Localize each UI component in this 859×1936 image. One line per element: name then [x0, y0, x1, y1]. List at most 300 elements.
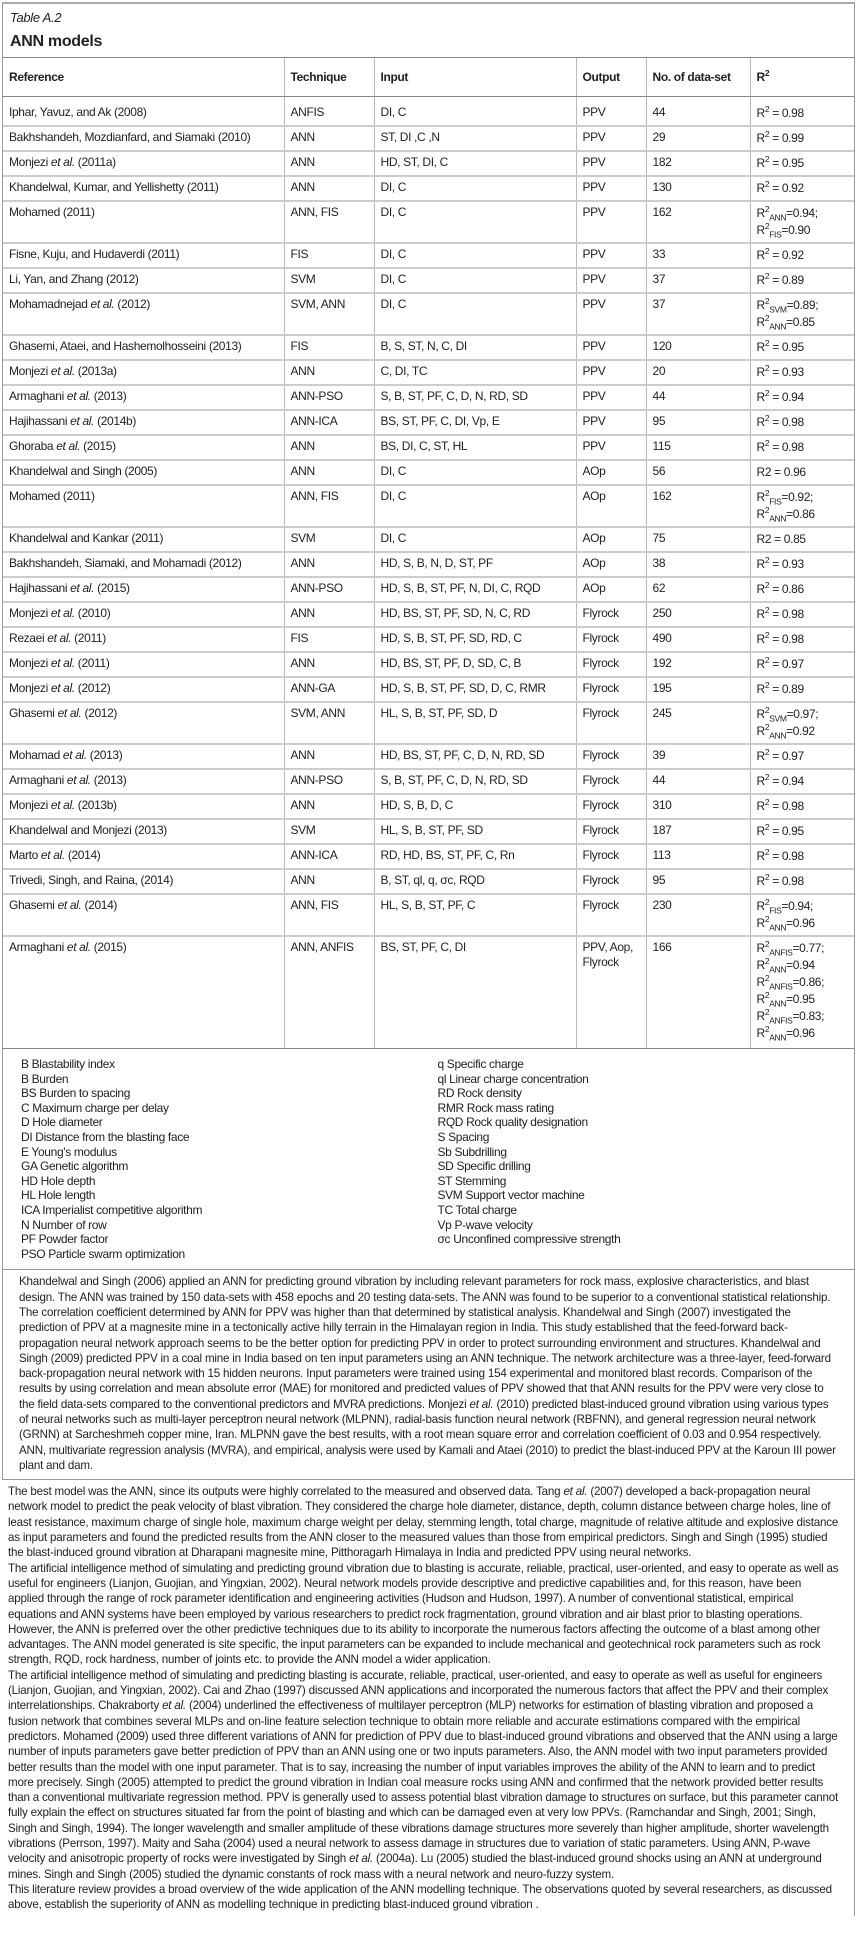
table-row	[3, 677, 854, 702]
r2-number: =0.94	[786, 958, 815, 972]
header-input: Input	[374, 58, 576, 97]
r2-superscript: 2	[764, 872, 770, 882]
r2-number: = 0.97	[769, 657, 804, 671]
reference-text: Hajihassani	[9, 581, 71, 595]
r2-value	[757, 915, 849, 932]
r2-cell	[750, 894, 854, 936]
r2-value	[757, 873, 849, 890]
r2-cell	[750, 176, 854, 201]
input-cell: C, DI, TC	[374, 360, 576, 385]
datasets-cell: 120	[646, 335, 750, 360]
r2-cell	[750, 385, 854, 410]
output-cell: PPV	[576, 176, 646, 201]
output-cell: PPV	[576, 385, 646, 410]
r2-model-subscript: FIS	[769, 905, 782, 916]
r2-value	[757, 489, 849, 506]
reference-text: Mohamed (2011)	[9, 489, 95, 503]
output-cell: PPV	[576, 410, 646, 435]
reference-text: (2013b)	[74, 798, 117, 812]
header-datasets: No. of data-set	[646, 58, 750, 97]
r2-number: = 0.99	[769, 131, 804, 145]
input-cell: HD, S, B, ST, PF, N, DI, C, RQD	[374, 577, 576, 602]
table-row	[3, 151, 854, 176]
datasets-cell: 39	[646, 744, 750, 769]
output-cell: AOp	[576, 527, 646, 552]
r2-cell	[750, 702, 854, 744]
legend-item: ICA Imperialist competitive algorithm	[21, 1202, 203, 1217]
reference-text: Rezaei	[9, 631, 48, 645]
legend-item: q Specific charge	[437, 1057, 524, 1071]
technique-cell: ANN	[284, 744, 374, 769]
r2-symbol: R	[756, 248, 765, 262]
technique-cell: ANN	[284, 435, 374, 460]
paragraph-text: (2007) developed a back-propagation neural network model to predict the peak velocity of blast vibration. They considered the charge hole diameter, distance, depth, column distance between charge holes, line of least resistance, maximum charge of single hole, maximum charge weight per delay, stemming length, total charge, magnitude of relative altitude and explosive distance as input parameters and found the predicted results from the ANN closer to the measured values than those from empirical predictors. Singh and Singh (1995) studied the blast-induced ground vibration at Dharapani magnesite mine, Pitthoragarh Himalaya in India and predicted PPV using neural networks.	[8, 1485, 839, 1560]
r2-value	[757, 180, 849, 197]
r2-value	[757, 297, 849, 314]
reference-text: (2012)	[114, 297, 151, 311]
reference-text: (2014b)	[94, 414, 136, 428]
input-cell: HD, S, B, D, C	[374, 794, 576, 819]
r2-symbol: R	[756, 899, 765, 913]
table-row	[3, 527, 854, 552]
reference-cell	[3, 268, 284, 293]
technique-cell: ANN	[284, 602, 374, 627]
reference-text: Mohamadnejad	[9, 297, 91, 311]
r2-value	[757, 706, 849, 723]
input-cell: S, B, ST, PF, C, D, N, RD, SD	[374, 769, 576, 794]
reference-text: (2015)	[80, 439, 116, 453]
r2-model-subscript: ANN	[769, 321, 787, 332]
datasets-cell: 62	[646, 577, 750, 602]
paragraph-text: (2004a). Lu (2005) studied the blast-induced ground shocks using an ANN at underground mines. Singh and Singh (2005) studied the dynamic constants of rock mass with a neural network and neuro-fuzzy system.	[8, 1852, 822, 1881]
header-r2	[750, 58, 854, 97]
legend-item: GA Genetic algorithm	[21, 1159, 129, 1174]
r2-symbol: R	[756, 1009, 765, 1023]
reference-cell	[3, 360, 284, 385]
et-al-text: et al.	[50, 364, 75, 378]
r2-number: = 0.93	[769, 365, 804, 379]
input-cell: DI, C	[374, 485, 576, 527]
table-body	[3, 97, 854, 1049]
reference-cell	[3, 151, 284, 176]
legend-item: σc Unconfined compressive strength	[437, 1232, 621, 1247]
reference-text: Armaghani	[9, 773, 67, 787]
r2-cell	[750, 527, 854, 552]
r2-superscript: 2	[764, 488, 770, 498]
legend-item: RQD Rock quality designation	[437, 1115, 588, 1130]
header-reference: Reference	[3, 58, 284, 97]
table-row	[3, 335, 854, 360]
r2-number: = 0.98	[769, 607, 804, 621]
abbreviation-legend	[3, 1049, 854, 1261]
legend-item: S Spacing	[437, 1129, 490, 1144]
et-al-text: et al.	[70, 414, 95, 428]
reference-cell	[3, 936, 284, 1049]
r2-number: = 0.86	[769, 582, 804, 596]
legend-left-column	[21, 1057, 438, 1261]
reference-cell	[3, 844, 284, 869]
output-cell: PPV	[576, 435, 646, 460]
paragraph-text: The artificial intelligence method of simulating and predicting blasting is accurate, reliable, practical, user-oriented, and easy to operate as well as useful for engineers (Lianjon, Guojian, and Yingxian, 2002). Cai and Zhao (1997) discussed ANN applications and incorporated the numerous factors that affect the PPV and their complex interrelationships. Chakraborty	[8, 1668, 829, 1713]
reference-cell	[3, 769, 284, 794]
r2-superscript: 2	[764, 990, 770, 1000]
r2-cell	[750, 869, 854, 894]
r2-symbol: R	[756, 365, 765, 379]
r2-value	[757, 531, 849, 548]
r2-number: =0.97;	[786, 707, 819, 721]
r2-cell	[750, 602, 854, 627]
technique-cell: ANN	[284, 460, 374, 485]
technique-cell: ANFIS	[284, 97, 374, 127]
input-cell: HD, BS, ST, PF, C, D, N, RD, SD	[374, 744, 576, 769]
r2-value	[757, 205, 849, 222]
r2-cell	[750, 744, 854, 769]
datasets-cell: 245	[646, 702, 750, 744]
technique-cell: SVM	[284, 268, 374, 293]
table-row	[3, 794, 854, 819]
r2-cell	[750, 460, 854, 485]
r2-number: =0.92;	[781, 490, 814, 504]
r2-symbol: R	[756, 975, 765, 989]
datasets-cell: 37	[646, 293, 750, 335]
input-cell: DI, C	[374, 97, 576, 127]
reference-text: Bakhshandeh, Mozdianfard, and Siamaki (2010)	[9, 130, 251, 144]
table-row	[3, 652, 854, 677]
datasets-cell: 113	[646, 844, 750, 869]
et-al-text: et al.	[70, 581, 95, 595]
legend-item: B Burden	[21, 1071, 69, 1086]
input-cell: DI, C	[374, 201, 576, 243]
datasets-cell: 162	[646, 201, 750, 243]
paragraph-3	[8, 1561, 840, 1668]
et-al-text: et al.	[40, 848, 65, 862]
r2-number: =0.92	[786, 724, 815, 738]
reference-text: (2011)	[71, 631, 106, 645]
r2-symbol: R	[756, 390, 765, 404]
reference-text: Mohamad	[9, 748, 63, 762]
datasets-cell: 44	[646, 769, 750, 794]
r2-superscript: 2	[764, 388, 770, 398]
reference-text: Ghasemi	[9, 898, 58, 912]
datasets-cell: 230	[646, 894, 750, 936]
r2-symbol: R	[756, 557, 765, 571]
technique-cell: ANN-PSO	[284, 385, 374, 410]
r2-cell	[750, 243, 854, 268]
output-cell: Flyrock	[576, 627, 646, 652]
table-row	[3, 577, 854, 602]
legend-item: Sb Subdrilling	[437, 1144, 507, 1159]
r2-symbol: R	[756, 682, 765, 696]
r2-symbol: R	[756, 223, 765, 237]
paragraph-text: (2010) predicted blast-induced ground vibration using various types of neural networks such as multi-layer perceptron neural network (MLPNN), radial-basis function neural network (RBFNN), and general regression neural network (GRNN) at Sarcheshmeh copper mine, Iran. MLPNN gave the best results, with a root mean square error and correlation coefficient of 0.03 and 0.954 respectively. ANN, multivariate regression analysis (MVRA), and empirical, analysis were used by Kamali and Ataei (2010) to predict the blast-induced PPV at the Karoun III power plant and dam.	[19, 1397, 836, 1472]
datasets-cell: 95	[646, 410, 750, 435]
r2-superscript: 2	[764, 313, 770, 323]
legend-item: RMR Rock mass rating	[437, 1100, 554, 1115]
r2-value	[757, 723, 849, 740]
reference-cell	[3, 435, 284, 460]
r2-model-subscript: SVM	[769, 304, 787, 315]
reference-text: Khandelwal, Kumar, and Yellishetty (2011)	[9, 180, 219, 194]
r2-model-subscript: ANN	[769, 1032, 787, 1043]
r2-value	[757, 848, 849, 865]
r2-cell	[750, 97, 854, 127]
legend-item: E Young's modulus	[21, 1144, 117, 1159]
table-header-row	[3, 58, 854, 97]
r2-number: = 0.95	[769, 824, 804, 838]
input-cell: HL, S, B, ST, PF, C	[374, 894, 576, 936]
r2-symbol: R	[756, 824, 765, 838]
header-technique: Technique	[284, 58, 374, 97]
r2-symbol: R	[756, 507, 765, 521]
et-al-text: et al.	[162, 1699, 186, 1713]
r2-superscript: 2	[764, 914, 770, 924]
r2-value	[757, 940, 849, 957]
r2-number: = 0.92	[769, 181, 804, 195]
reference-cell	[3, 652, 284, 677]
output-cell: PPV	[576, 97, 646, 127]
r2-superscript: 2	[764, 822, 770, 832]
r2-superscript: 2	[764, 897, 770, 907]
output-cell: Flyrock	[576, 844, 646, 869]
technique-cell: SVM	[284, 527, 374, 552]
et-al-text: et al.	[47, 631, 72, 645]
r2-value	[757, 105, 849, 122]
table-row	[3, 744, 854, 769]
output-cell: Flyrock	[576, 744, 646, 769]
reference-cell	[3, 176, 284, 201]
datasets-cell: 95	[646, 869, 750, 894]
legend-item: HL Hole length	[21, 1188, 96, 1203]
table-row	[3, 176, 854, 201]
r2-number: =0.86	[786, 507, 815, 521]
r2-value	[757, 155, 849, 172]
reference-cell	[3, 577, 284, 602]
r2-symbol: R2	[756, 465, 772, 479]
legend-item: ql Linear charge concentration	[437, 1071, 589, 1086]
r2-number: =0.83;	[792, 1009, 825, 1023]
output-cell: PPV	[576, 360, 646, 385]
output-cell: Flyrock	[576, 769, 646, 794]
reference-text: (2013)	[90, 389, 127, 403]
output-cell: Flyrock	[576, 894, 646, 936]
r2-number: = 0.97	[769, 749, 804, 763]
r2-superscript: 2	[764, 154, 770, 164]
r2-number: = 0.98	[769, 415, 804, 429]
r2-cell	[750, 268, 854, 293]
et-al-text: et al.	[469, 1397, 494, 1411]
r2-symbol: R2	[756, 532, 772, 546]
datasets-cell: 44	[646, 385, 750, 410]
legend-item: ST Stemming	[437, 1173, 507, 1188]
table-row	[3, 360, 854, 385]
output-cell: AOp	[576, 460, 646, 485]
et-al-text: et al.	[57, 898, 82, 912]
r2-value	[757, 439, 849, 456]
r2-value	[757, 748, 849, 765]
r2-superscript: 2	[764, 1024, 770, 1034]
output-cell: Flyrock	[576, 652, 646, 677]
r2-symbol: R	[756, 749, 765, 763]
technique-cell: FIS	[284, 243, 374, 268]
output-cell: Flyrock	[576, 819, 646, 844]
r2-number: =0.95	[786, 992, 815, 1006]
r2-superscript: 2	[764, 129, 770, 139]
r2-model-subscript: ANN	[769, 964, 787, 975]
r2-superscript: 2	[764, 505, 770, 515]
reference-text: Monjezi	[9, 681, 51, 695]
reference-text: Armaghani	[9, 940, 67, 954]
r2-value	[757, 631, 849, 648]
input-cell: B, ST, ql, q, σc, RQD	[374, 869, 576, 894]
legend-item: SD Specific drilling	[437, 1159, 531, 1174]
r2-cell	[750, 794, 854, 819]
r2-symbol: R	[756, 724, 765, 738]
r2-symbol: R	[756, 582, 765, 596]
r2-number: = 0.92	[769, 248, 804, 262]
datasets-cell: 44	[646, 97, 750, 127]
r2-model-subscript: FIS	[769, 496, 782, 507]
paragraph-text: The artificial intelligence method of simulating and predicting ground vibration due to blasting is accurate, reliable, practical, user-oriented, and easy to operate as well as useful for engineers (Lianjon, Guojian, and Yingxian, 2002). Neural network models provide descriptive and predictive capabilities and, for this reason, have been applied through the range of rock parameter identification and engineering activities (Hudson and Hudson, 1997). A number of conventional statistical, empirical equations and ANN systems have been employed by various researchers to predict rock fragmentation, ground vibration and air blast prior to blasting operations. However, the ANN is preferred over the other predictive techniques due to its ability to incorporate the numerous factors affecting the outcome of a blast among other advantages. The ANN model generated is site specific, the input parameters can be expanded to include mechanical and geotechnical rock parameters such as rock strength, RQD, rock hardness, number of joints etc. to provide the ANN model a wider application.	[8, 1561, 839, 1667]
r2-cell	[750, 577, 854, 602]
r2-value	[757, 606, 849, 623]
r2-value	[757, 681, 849, 698]
r2-number: =0.86;	[792, 975, 825, 989]
r2-model-subscript: SVM	[769, 713, 787, 724]
et-al-text: et al.	[56, 439, 81, 453]
et-al-text: et al.	[50, 681, 75, 695]
r2-value	[757, 823, 849, 840]
r2-number: = 0.85	[771, 532, 806, 546]
reference-text: (2014)	[64, 848, 101, 862]
r2-value	[757, 272, 849, 289]
et-al-text: et al.	[66, 773, 91, 787]
r2-number: = 0.98	[769, 799, 804, 813]
datasets-cell: 115	[646, 435, 750, 460]
r2-symbol: R	[756, 156, 765, 170]
r2-number: =0.96	[786, 1026, 815, 1040]
legend-item: TC Total charge	[437, 1202, 517, 1217]
r2-symbol: R	[756, 181, 765, 195]
datasets-cell: 29	[646, 126, 750, 151]
reference-text: (2013a)	[74, 364, 117, 378]
r2-value	[757, 556, 849, 573]
r2-model-subscript: ANN	[769, 922, 787, 933]
table-row	[3, 243, 854, 268]
r2-cell	[750, 627, 854, 652]
r2-number: = 0.95	[769, 340, 804, 354]
input-cell: DI, C	[374, 243, 576, 268]
r2-superscript: 2	[764, 797, 770, 807]
reference-text: Marto	[9, 848, 41, 862]
r2-superscript: 2	[764, 221, 770, 231]
r2-superscript: 2	[764, 680, 770, 690]
table-row	[3, 385, 854, 410]
r2-number: = 0.94	[769, 390, 804, 404]
table-row	[3, 869, 854, 894]
output-cell: PPV, Aop, Flyrock	[576, 936, 646, 1049]
reference-text: (2014)	[81, 898, 118, 912]
r2-superscript: 2	[764, 772, 770, 782]
r2-cell	[750, 126, 854, 151]
technique-cell: ANN-ICA	[284, 844, 374, 869]
reference-text: (2010)	[74, 606, 111, 620]
r2-superscript: 2	[764, 939, 770, 949]
reference-text: (2012)	[81, 706, 118, 720]
input-cell: RD, HD, BS, ST, PF, C, Rn	[374, 844, 576, 869]
r2-number: = 0.96	[771, 465, 806, 479]
technique-cell: ANN-PSO	[284, 769, 374, 794]
r2-cell	[750, 552, 854, 577]
input-cell: DI, C	[374, 268, 576, 293]
input-cell: DI, C	[374, 293, 576, 335]
r2-cell	[750, 819, 854, 844]
technique-cell: ANN	[284, 176, 374, 201]
r2-symbol: R	[756, 490, 765, 504]
reference-text: (2013)	[86, 748, 123, 762]
input-cell: HD, S, B, ST, PF, SD, D, C, RMR	[374, 677, 576, 702]
et-al-text: et al.	[50, 798, 75, 812]
ann-models-table	[3, 58, 854, 1049]
reference-text: Bakhshandeh, Siamaki, and Mohamadi (2012)	[9, 556, 242, 570]
output-cell: Flyrock	[576, 677, 646, 702]
r2-symbol: R	[756, 415, 765, 429]
datasets-cell: 162	[646, 485, 750, 527]
et-al-text: et al.	[563, 1485, 588, 1499]
technique-cell: SVM, ANN	[284, 293, 374, 335]
reference-text: Monjezi	[9, 656, 51, 670]
legend-item: D Hole diameter	[21, 1115, 103, 1130]
reference-cell	[3, 527, 284, 552]
datasets-cell: 56	[646, 460, 750, 485]
r2-cell	[750, 435, 854, 460]
reference-text: Monjezi	[9, 798, 51, 812]
r2-symbol: R	[756, 774, 765, 788]
datasets-cell: 310	[646, 794, 750, 819]
paragraph-text: (2004) underlined the effectiveness of multilayer perceptron (MLP) networks for estimation of blasting vibration and proposed a fusion network that combines several MLPs and on-line feature selection technique to obtain more reliable and accurate estimations compared with the empirical predictors. Mohamed (2009) used three different variations of ANN for prediction of PPV due to blast-induced ground vibrations and observed that the ANN using a large number of inputs parameters gave better prediction of PPV than an ANN using one or two inputs parameters. Also, the ANN model with two input parameters provided better results than the model with one input parameter. That is to say, increasing the number of input variables improves the ability of the ANN to learn and to predict more precisely. Singh (2005) attempted to predict the ground vibration in Indian coal measure rocks using ANN and confirmed that the network provided better results than a conventional multivariate regression method. PPV is generally used to assess potential blast vibration damage to structures on surface, but this parameter cannot fully explain the effect on structures situated far from the point of blasting and which can be damaged even at very low PPVs. (Ramchandar and Singh, 2001; Singh, Singh and Singh, 1994). The longer wavelength and smaller amplitude of these vibrations damage structures more severely than higher amplitude, shorter wavelength vibrations (Perrson, 1997). Maity and Saha (2004) used a neural network to assess damage in structures due to variation of static parameters. Using ANN, P-wave velocity and anisotropic property of rocks were investigated by Singh	[8, 1699, 838, 1866]
r2-symbol: R	[756, 992, 765, 1006]
table-row	[3, 627, 854, 652]
r2-value	[757, 1025, 849, 1042]
datasets-cell: 182	[646, 151, 750, 176]
r2-superscript: 2	[764, 956, 770, 966]
et-al-text: et al.	[62, 748, 87, 762]
reference-cell	[3, 201, 284, 243]
r2-cell	[750, 485, 854, 527]
r2-number: =0.94;	[781, 899, 814, 913]
r2-value	[757, 222, 849, 239]
reference-text: Ghasemi	[9, 706, 58, 720]
technique-cell: FIS	[284, 627, 374, 652]
r2-cell	[750, 293, 854, 335]
reference-text: Khandelwal and Monjezi (2013)	[9, 823, 167, 837]
output-cell: PPV	[576, 201, 646, 243]
header-output: Output	[576, 58, 646, 97]
reference-text: (2013)	[90, 773, 127, 787]
r2-value	[757, 130, 849, 147]
technique-cell: ANN	[284, 794, 374, 819]
r2-model-subscript: ANN	[769, 513, 787, 524]
table-row	[3, 201, 854, 243]
datasets-cell: 37	[646, 268, 750, 293]
table-row	[3, 769, 854, 794]
output-cell: PPV	[576, 126, 646, 151]
r2-superscript: 2	[764, 973, 770, 983]
input-cell: HD, BS, ST, PF, D, SD, C, B	[374, 652, 576, 677]
r2-value	[757, 656, 849, 673]
technique-cell: ANN	[284, 552, 374, 577]
r2-superscript: 2	[764, 630, 770, 640]
r2-number: = 0.98	[769, 849, 804, 863]
